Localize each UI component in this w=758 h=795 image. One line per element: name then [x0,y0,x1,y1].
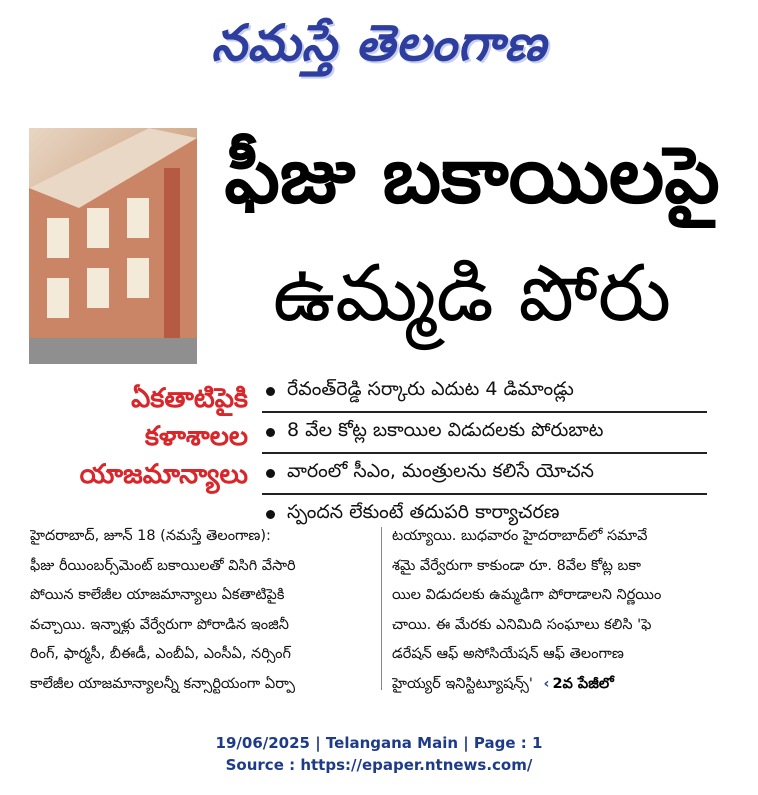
article-line: టయ్యాయి. బుధవారం హైదరాబాద్‌లో సమావే [392,528,648,544]
edition-info: 19/06/2025 | Telangana Main | Page : 1 [215,734,543,752]
bullet-dot-icon [266,387,275,396]
page-footer [0,732,758,776]
article-line: ఫీజు రీయింబర్స్‌మెంట్ బకాయిలతో విసిగి వేసారి [30,557,296,574]
kicker-line: కళాశాలల [144,421,248,452]
article-line: శమై వేర్వేరుగా కాకుండా రూ. 8వేల కోట్ల బకా [392,557,641,574]
headline-line-1: ఫీజు బకాయిలపై [224,131,720,221]
article-line: పోయిన కాలేజీల యాజమాన్యాలు ఏకతాటిపైకి [30,587,285,603]
article-line [392,670,732,700]
article-line: చాయి. ఈ మేరకు ఎనిమిది సంఘాలు కలిసి 'ఫె [392,616,652,633]
bullet-dot-icon [266,469,275,478]
article-line: డరేషన్ ఆఫ్ అసోసియేషన్ ఆఫ్ తెలంగాణ [392,646,624,662]
kicker [22,380,248,494]
bullet-text: రేవంత్‌రెడ్డి సర్కారు ఎదుట 4 డిమాండ్లు [287,378,574,400]
chevron-left-icon: ‹ [543,675,550,692]
bullet-text: 8 వేల కోట్ల బకాయిల విడుదలకు పోరుబాట [287,419,604,441]
article-column-2 [392,522,732,699]
bullet-item [262,454,707,495]
bullet-text: స్పందన లేకుంటే తదుపరి కార్యాచరణ [287,501,560,523]
article-column-1 [30,522,372,699]
article-line: కాలేజీల యాజమాన్యాలన్నీ కన్సార్టియంగా ఏర్పా [30,675,295,692]
article-line-text: హైయ్యర్ ఇనిస్టిట్యూషన్స్' [392,675,533,692]
highlight-bullets [262,372,707,534]
column-divider [381,527,382,690]
bullet-dot-icon [266,428,275,437]
continued-on-page-link[interactable] [543,670,613,700]
source-url[interactable]: Source : https://epaper.ntnews.com/ [225,756,533,774]
headline-line-2: ఉమ్మడి పోరు [272,249,672,339]
building-illustration [29,128,197,364]
kicker-line: ఏకతాటిపైకి [131,383,248,414]
bullet-item [262,372,707,413]
building-photo [29,128,197,364]
bullet-dot-icon [266,510,275,519]
article-line: యిల విడుదలకు ఉమ్మడిగా పోరాడాలని నిర్ణయిం [392,587,662,603]
article-line: వచ్చాయి. ఇన్నాళ్లు వేర్వేరుగా పోరాడిన ఇంజినీ [30,616,289,633]
bullet-item [262,413,707,454]
kicker-line: యాజమాన్యాలు [79,459,248,490]
article-line: హైదరాబాద్, జూన్ 18 (నమస్తే తెలంగాణ): [30,528,271,544]
article-line: రింగ్, ఫార్మసీ, బీఈడీ, ఎంబీఏ, ఎంసీఏ, నర్సింగ్ [30,646,291,662]
newspaper-masthead: నమస్తే తెలంగాణ [211,14,547,72]
bullet-text: వారంలో సీఎం, మంత్రులను కలిసే యోచన [287,460,595,482]
continued-label: 2వ పేజీలో [552,675,614,692]
